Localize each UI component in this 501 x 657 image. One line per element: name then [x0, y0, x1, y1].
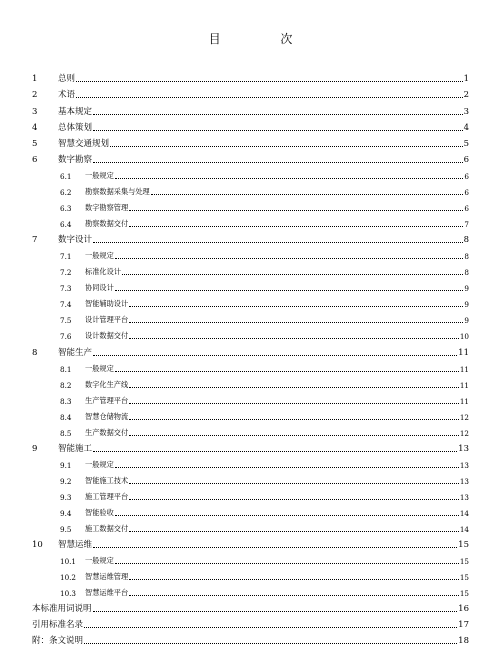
toc-entry-page-number: 14 — [459, 524, 469, 534]
toc-entry-number: 6 — [32, 155, 38, 166]
toc-entry[interactable] — [32, 630, 469, 646]
toc-entry-page-number: 13 — [459, 460, 469, 470]
toc-entry-page-number: 12 — [459, 428, 469, 438]
toc-entry-number: 10.3 — [60, 588, 77, 598]
toc-entry-title: 数字化生产线 — [85, 379, 129, 389]
toc-entry-title: 数字勘察 — [58, 155, 93, 166]
dot-leader — [129, 595, 459, 596]
toc-entry-title: 智能生产 — [58, 347, 93, 358]
toc-entry-page-number: 9 — [464, 284, 469, 294]
toc-entry[interactable] — [32, 277, 469, 293]
toc-entry-page-number: 5 — [463, 138, 469, 149]
toc-entry-title: 标准化设计 — [85, 267, 121, 277]
toc-entry-title: 本标准用词说明 — [32, 604, 92, 615]
toc-entry-number: 6.2 — [60, 188, 72, 198]
dot-leader — [115, 467, 459, 468]
toc-entry-title: 智慧仓储物流 — [85, 411, 129, 421]
toc-entry-page-number: 7 — [464, 220, 469, 230]
toc-entry-title: 设计数据交付 — [85, 331, 129, 341]
toc-entry-title: 附：条文说明 — [32, 636, 84, 647]
toc-entry-number: 3 — [32, 106, 38, 117]
dot-leader — [93, 547, 457, 548]
toc-entry-page-number: 11 — [459, 396, 469, 406]
dot-leader — [129, 483, 459, 484]
toc-entry-number: 4 — [32, 122, 38, 133]
toc-entry[interactable] — [32, 68, 469, 84]
toc-entry[interactable] — [32, 213, 469, 229]
toc-entry[interactable] — [32, 181, 469, 197]
toc-entry-page-number: 6 — [464, 172, 469, 182]
dot-leader — [115, 515, 459, 516]
document-title: 目 次 — [208, 32, 321, 46]
dot-leader — [84, 627, 457, 628]
toc-entry[interactable] — [32, 261, 469, 277]
dot-leader — [129, 226, 463, 227]
toc-entry[interactable] — [32, 470, 469, 486]
toc-entry-number: 9.4 — [60, 508, 72, 518]
toc-entry-page-number: 15 — [459, 556, 469, 566]
toc-entry-number: 8.1 — [60, 364, 72, 374]
dot-leader — [115, 371, 459, 372]
dot-leader — [84, 643, 457, 644]
toc-entry-page-number: 12 — [459, 412, 469, 422]
toc-entry[interactable] — [32, 598, 469, 614]
dot-leader — [115, 258, 464, 259]
toc-entry[interactable] — [32, 293, 469, 309]
toc-entry-title: 生产管理平台 — [85, 395, 129, 405]
dot-leader — [93, 451, 457, 452]
toc-entry-number: 8.5 — [60, 428, 72, 438]
toc-entry-page-number: 14 — [459, 508, 469, 518]
toc-entry-title: 基本规定 — [58, 106, 93, 117]
toc-entry-number: 9.5 — [60, 524, 72, 534]
toc-entry-page-number: 6 — [464, 204, 469, 214]
toc-entry-number: 10.2 — [60, 572, 77, 582]
dot-leader — [93, 611, 458, 612]
toc-entry-number: 6.4 — [60, 220, 72, 230]
dot-leader — [129, 306, 463, 307]
toc-entry-page-number: 2 — [463, 90, 469, 101]
toc-entry[interactable] — [32, 341, 469, 357]
toc-entry[interactable] — [32, 486, 469, 502]
dot-leader — [93, 162, 463, 163]
toc-entry[interactable] — [32, 133, 469, 149]
dot-leader — [129, 435, 459, 436]
toc-entry-page-number: 13 — [459, 492, 469, 502]
toc-entry-number: 5 — [32, 138, 38, 149]
table-of-contents — [32, 68, 469, 646]
toc-entry-page-number: 18 — [458, 636, 469, 647]
toc-entry[interactable] — [32, 454, 469, 470]
dot-leader — [93, 242, 463, 243]
toc-entry-number: 7.2 — [60, 268, 72, 278]
toc-entry[interactable] — [32, 149, 469, 165]
toc-entry-title: 智能施工技术 — [85, 475, 129, 485]
dot-leader — [122, 274, 463, 275]
toc-entry-title: 施工管理平台 — [85, 491, 129, 501]
toc-entry[interactable] — [32, 325, 469, 341]
toc-entry-page-number: 6 — [463, 155, 469, 166]
toc-entry[interactable] — [32, 406, 469, 422]
toc-entry-page-number: 8 — [463, 235, 469, 246]
dot-leader — [129, 322, 463, 323]
toc-entry[interactable] — [32, 229, 469, 245]
toc-entry-title: 智慧运维管理 — [85, 571, 129, 581]
toc-entry-page-number: 9 — [464, 300, 469, 310]
toc-entry-title: 智能验收 — [85, 507, 114, 517]
toc-entry-page-number: 9 — [464, 316, 469, 326]
toc-entry-page-number: 8 — [464, 268, 469, 278]
toc-entry-number: 10 — [32, 539, 43, 550]
toc-entry-number: 6.3 — [60, 204, 72, 214]
toc-entry-number: 7.4 — [60, 300, 72, 310]
toc-entry-title: 术语 — [58, 90, 76, 101]
toc-entry-number: 9.1 — [60, 460, 72, 470]
toc-entry-number: 8.4 — [60, 412, 72, 422]
toc-entry-number: 7.3 — [60, 284, 72, 294]
toc-entry-title: 一般规定 — [85, 251, 114, 261]
dot-leader — [93, 355, 457, 356]
toc-entry[interactable] — [32, 100, 469, 116]
toc-entry-page-number: 13 — [459, 476, 469, 486]
dot-leader — [151, 194, 464, 195]
toc-entry-number: 7 — [32, 235, 38, 246]
toc-entry[interactable] — [32, 197, 469, 213]
toc-entry-page-number: 16 — [458, 604, 469, 615]
toc-entry-page-number: 6 — [464, 188, 469, 198]
dot-leader — [129, 210, 463, 211]
toc-entry-title: 引用标准名录 — [32, 620, 84, 631]
toc-entry-page-number: 11 — [458, 347, 469, 358]
dot-leader — [129, 499, 459, 500]
toc-entry[interactable] — [32, 582, 469, 598]
toc-entry-title: 协同设计 — [85, 283, 114, 293]
toc-entry-number: 8.2 — [60, 380, 72, 390]
toc-entry[interactable] — [32, 502, 469, 518]
toc-entry-title: 设计管理平台 — [85, 315, 129, 325]
dot-leader — [129, 531, 459, 532]
toc-entry[interactable] — [32, 358, 469, 374]
toc-entry[interactable] — [32, 165, 469, 181]
toc-entry-title: 数字设计 — [58, 235, 93, 246]
dot-leader — [115, 178, 464, 179]
toc-entry-title: 一般规定 — [85, 171, 114, 181]
toc-entry-page-number: 10 — [459, 332, 469, 342]
toc-entry-title: 总则 — [58, 74, 76, 85]
dot-leader — [129, 338, 459, 339]
toc-entry-page-number: 11 — [459, 380, 469, 390]
toc-entry-page-number: 3 — [463, 106, 469, 117]
toc-entry-number: 7.5 — [60, 316, 72, 326]
dot-leader — [93, 114, 463, 115]
toc-entry[interactable] — [32, 518, 469, 534]
toc-entry-number: 9 — [32, 443, 38, 454]
toc-entry[interactable] — [32, 390, 469, 406]
toc-entry-title: 勘察数据采集与处理 — [85, 187, 150, 197]
dot-leader — [110, 146, 463, 147]
toc-entry[interactable] — [32, 614, 469, 630]
toc-entry[interactable] — [32, 534, 469, 550]
toc-entry-number: 7.1 — [60, 252, 72, 262]
toc-entry-title: 一般规定 — [85, 363, 114, 373]
toc-entry-title: 一般规定 — [85, 459, 114, 469]
dot-leader — [129, 387, 459, 388]
dot-leader — [129, 579, 459, 580]
toc-entry[interactable] — [32, 309, 469, 325]
toc-entry-number: 8.3 — [60, 396, 72, 406]
toc-entry-number: 1 — [32, 74, 38, 85]
toc-entry-number: 8 — [32, 347, 38, 358]
toc-entry-title: 生产数据交付 — [85, 427, 129, 437]
toc-entry-number: 2 — [32, 90, 38, 101]
toc-entry[interactable] — [32, 84, 469, 100]
dot-leader — [115, 290, 464, 291]
toc-entry-page-number: 15 — [459, 572, 469, 582]
toc-entry-title: 勘察数据交付 — [85, 219, 129, 229]
dot-leader — [93, 130, 463, 131]
toc-entry-page-number: 17 — [458, 620, 469, 631]
toc-entry-title: 一般规定 — [85, 555, 114, 565]
toc-entry-title: 智慧交通规划 — [58, 138, 110, 149]
toc-entry-number: 9.3 — [60, 492, 72, 502]
toc-entry[interactable] — [32, 117, 469, 133]
toc-entry[interactable] — [32, 245, 469, 261]
toc-entry-title: 智慧运维平台 — [85, 587, 129, 597]
toc-entry[interactable] — [32, 422, 469, 438]
toc-entry-number: 9.2 — [60, 476, 72, 486]
toc-entry[interactable] — [32, 374, 469, 390]
dot-leader — [76, 97, 463, 98]
toc-entry-page-number: 1 — [463, 74, 469, 85]
toc-entry-title: 总体策划 — [58, 122, 93, 133]
toc-entry-page-number: 11 — [459, 364, 469, 374]
dot-leader — [76, 81, 463, 82]
toc-entry-title: 施工数据交付 — [85, 523, 129, 533]
toc-entry[interactable] — [32, 566, 469, 582]
toc-entry-page-number: 13 — [458, 443, 469, 454]
toc-entry-page-number: 4 — [463, 122, 469, 133]
toc-entry-page-number: 8 — [464, 252, 469, 262]
dot-leader — [129, 419, 459, 420]
dot-leader — [115, 563, 459, 564]
toc-entry-page-number: 15 — [459, 588, 469, 598]
toc-entry[interactable] — [32, 438, 469, 454]
toc-entry-number: 7.6 — [60, 332, 72, 342]
toc-entry-page-number: 15 — [458, 539, 469, 550]
toc-entry-number: 6.1 — [60, 172, 72, 182]
toc-entry-number: 10.1 — [60, 556, 77, 566]
toc-entry-title: 智能施工 — [58, 443, 93, 454]
dot-leader — [129, 403, 459, 404]
toc-entry-title: 智慧运维 — [58, 539, 93, 550]
toc-entry-title: 数字勘察管理 — [85, 203, 129, 213]
toc-entry[interactable] — [32, 550, 469, 566]
toc-entry-title: 智能辅助设计 — [85, 299, 129, 309]
